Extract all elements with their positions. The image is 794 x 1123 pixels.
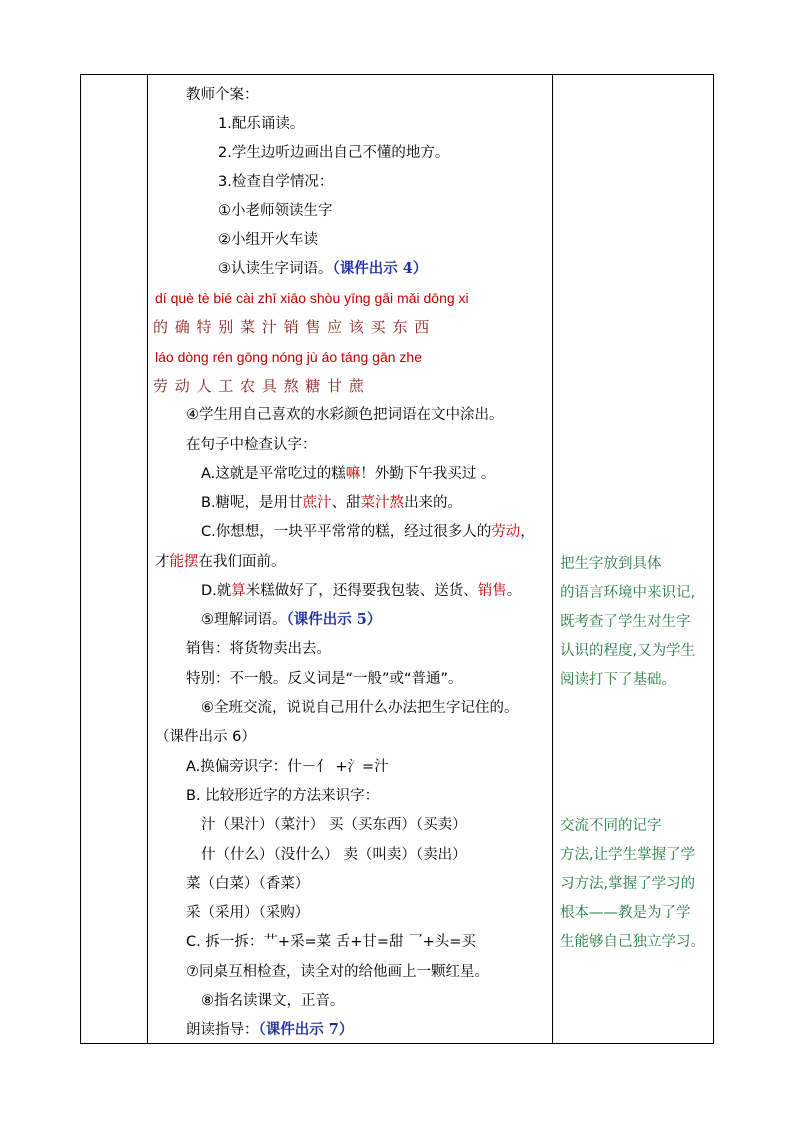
sub-step-2: ②小组开火车读 — [218, 232, 318, 248]
sub-step-5 — [201, 610, 381, 630]
table-border-left — [80, 74, 81, 1044]
sentence-a-part-2: ！外勤下午我买过 。 — [360, 466, 496, 482]
courseware-tag-6: （课件出示 6） — [155, 729, 256, 745]
sentence-a — [201, 464, 495, 484]
side-note-1-line: 认识的程度,又为学生 — [560, 643, 696, 659]
sentence-b-part-3: 出来的。 — [404, 495, 463, 511]
sentence-d — [201, 581, 521, 601]
sub-step-6: ⑥全班交流，说说自己用什么办法把生字记住的。 — [201, 700, 519, 716]
definition-1: 销售：将货物卖出去。 — [186, 641, 331, 657]
sentence-c — [201, 522, 535, 542]
sentence-c-cont-part-2: 在我们面前。 — [198, 554, 286, 570]
sentence-d-part-1: D.就 — [201, 583, 232, 599]
side-note-1-line: 既考查了学生对生字 — [560, 614, 691, 630]
sub-step-5-text: ⑤理解词语。 — [201, 612, 287, 628]
compare-row-1: 汁（果汁）（菜汁） 买（买东西）（买卖） — [201, 817, 467, 833]
words-row-1: 的 确 特 别 菜 汁 销 售 应 该 买 东 西 — [153, 318, 431, 336]
sentence-d-part-3: 。 — [506, 583, 522, 599]
compare-row-4: 采（采用）（采购） — [186, 905, 310, 921]
table-divider-1 — [147, 74, 148, 1044]
side-note-2-line: 习方法,掌握了学习的 — [560, 876, 696, 892]
method-a: A.换偏旁识字：什－亻 +氵=汁 — [186, 759, 389, 775]
sentence-a-part-1: A.这就是平常吃过的糕 — [201, 466, 346, 482]
sentence-c-cont-highlight: 能摆 — [169, 554, 199, 570]
compare-row-3: 菜（白菜）（香菜） — [186, 876, 310, 892]
courseware-tag-4: （课件出示 4） — [332, 260, 428, 277]
reading-guide — [186, 1020, 353, 1040]
step-1: 1.配乐诵读。 — [218, 116, 305, 132]
side-note-2 — [560, 812, 714, 957]
sentence-b-highlight-2: 菜汁熬 — [360, 495, 405, 511]
sentence-d-highlight-1: 算 — [231, 583, 246, 599]
definition-2: 特别：不一般。反义词是“一般”或“普通”。 — [186, 671, 463, 687]
side-note-2-line: 根本——教是为了学 — [560, 905, 691, 921]
sentence-b-part-1: B.糖呢，是用甘 — [201, 495, 303, 511]
step-3: 3.检查自学情况： — [218, 174, 334, 190]
side-note-2-line: 交流不同的记字 — [560, 818, 662, 834]
sub-step-8: ⑧指名读课文，正音。 — [201, 993, 345, 1009]
side-note-1-line: 的语言环境中来识记, — [560, 585, 696, 601]
words-row-2: 劳 动 人 工 农 具 熬 糖 甘 蔗 — [153, 377, 365, 395]
side-note-1-line: 阅读打下了基础。 — [560, 672, 676, 688]
step-2: 2.学生边听边画出自己不懂的地方。 — [218, 145, 450, 161]
sentence-c-continued — [155, 552, 286, 572]
method-c: C. 拆一拆：艹+采=菜 舌+甘=甜 乛+头=买 — [186, 934, 476, 950]
sentence-c-part-2: ， — [520, 524, 535, 540]
sub-step-3-text: ③认读生字词语。 — [218, 261, 333, 277]
check-title: 在句子中检查认字： — [186, 437, 317, 453]
sentence-a-highlight: 嘛 — [345, 466, 361, 482]
side-note-1 — [560, 550, 714, 695]
sentence-c-highlight: 劳动 — [491, 524, 521, 540]
reading-guide-text: 朗读指导： — [186, 1022, 259, 1038]
sub-step-3 — [218, 259, 427, 279]
compare-row-2: 什（什么）（没什么） 卖（叫卖）（卖出） — [201, 847, 467, 863]
pinyin-row-1: dí què tè bié cài zhī xiāo shòu yīng gāi mǎi dōng xi — [155, 290, 469, 306]
table-divider-2 — [552, 74, 553, 1044]
side-note-2-line: 生能够自己独立学习。 — [560, 934, 705, 950]
side-note-2-line: 方法,让学生掌握了学 — [560, 847, 696, 863]
sentence-d-highlight-2: 销售 — [477, 583, 507, 599]
courseware-tag-7: （课件出示 7） — [258, 1021, 354, 1038]
courseware-tag-5: （课件出示 5） — [286, 611, 382, 628]
teacher-title: 教师个案： — [186, 87, 259, 103]
sentence-b-part-2: 、甜 — [331, 495, 361, 511]
side-note-1-line: 把生字放到具体 — [560, 556, 662, 572]
sub-step-4: ④学生用自己喜欢的水彩颜色把词语在文中涂出。 — [186, 407, 504, 423]
sentence-c-part-1: C.你想想，一块平平常常的糕，经过很多人的 — [201, 524, 492, 540]
sentence-c-cont-part-1: 才 — [155, 554, 170, 570]
method-b: B. 比较形近字的方法来识字： — [186, 788, 380, 804]
sub-step-7: ⑦同桌互相检查，读全对的给他画上一颗红星。 — [186, 964, 489, 980]
sentence-d-part-2: 米糕做好了，还得要我包装、送货、 — [245, 583, 478, 599]
sentence-b — [201, 493, 462, 513]
pinyin-row-2: láo dòng rén gōng nóng jù áo táng gān zhe — [155, 349, 423, 365]
sentence-b-highlight-1: 蔗汁 — [302, 495, 332, 511]
sub-step-1: ①小老师领读生字 — [218, 203, 333, 219]
